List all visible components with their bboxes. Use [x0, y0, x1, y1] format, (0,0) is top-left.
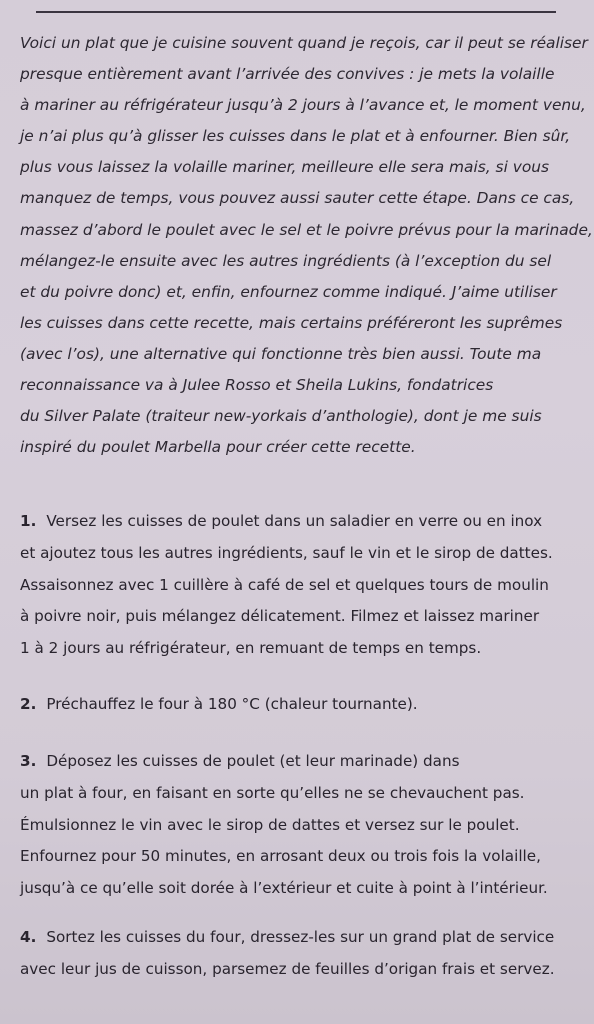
step-2 — [20, 689, 418, 721]
step-line: et ajoutez tous les autres ingrédients, sauf le vin et le sirop de dattes. — [20, 543, 553, 562]
step-number: 3. — [20, 752, 37, 770]
intro-paragraph — [20, 28, 593, 463]
intro-line: (avec l’os), une alternative qui fonctionne très bien aussi. Toute ma — [20, 344, 542, 363]
step-line — [20, 922, 555, 954]
intro-line: plus vous laissez la volaille mariner, meilleure elle sera mais, si vous — [20, 158, 550, 177]
intro-line: reconnaissance va à Julee Rosso et Sheila Lukins, fondatrices — [20, 376, 494, 395]
step-line: Enfournez pour 50 minutes, en arrosant deux ou trois fois la volaille, — [20, 847, 541, 866]
step-line — [20, 506, 553, 538]
step-number: 1. — [20, 512, 37, 530]
step-text: Versez les cuisses de poulet dans un saladier en verre ou en inox — [46, 512, 543, 530]
step-line: 1 à 2 jours au réfrigérateur, en remuant de temps en temps. — [20, 639, 482, 658]
step-text: Sortez les cuisses du four, dressez-les sur un grand plat de service — [46, 928, 555, 946]
step-1 — [20, 506, 553, 665]
step-line: avec leur jus de cuisson, parsemez de feuilles d’origan frais et servez. — [20, 959, 555, 978]
intro-line: du Silver Palate (traiteur new-yorkais d’anthologie), dont je me suis — [20, 407, 542, 426]
top-divider — [36, 11, 556, 13]
intro-line: les cuisses dans cette recette, mais certains préféreront les suprêmes — [20, 313, 563, 332]
step-text: Préchauffez le four à 180 °C (chaleur tournante). — [46, 695, 418, 713]
intro-line: à mariner au réfrigérateur jusqu’à 2 jours à l’avance et, le moment venu, — [20, 96, 586, 115]
intro-line: et du poivre donc) et, enfin, enfournez comme indiqué. J’aime utiliser — [20, 282, 557, 301]
step-4 — [20, 922, 555, 986]
intro-line: massez d’abord le poulet avec le sel et le poivre prévus pour la marinade, — [20, 220, 593, 239]
intro-line: je n’ai plus qu’à glisser les cuisses dans le plat et à enfourner. Bien sûr, — [20, 127, 571, 146]
step-line — [20, 746, 548, 778]
intro-line: inspiré du poulet Marbella pour créer cette recette. — [20, 438, 416, 457]
intro-line: mélangez-le ensuite avec les autres ingrédients (à l’exception du sel — [20, 251, 552, 270]
intro-line: presque entièrement avant l’arrivée des convives : je mets la volaille — [20, 65, 555, 84]
step-line: Assaisonnez avec 1 cuillère à café de sel et quelques tours de moulin — [20, 575, 549, 594]
step-line: un plat à four, en faisant en sorte qu’elles ne se chevauchent pas. — [20, 783, 525, 802]
step-line: à poivre noir, puis mélangez délicatement. Filmez et laissez mariner — [20, 607, 540, 626]
step-line: Émulsionnez le vin avec le sirop de dattes et versez sur le poulet. — [20, 815, 520, 834]
step-text: Déposez les cuisses de poulet (et leur marinade) dans — [46, 752, 460, 770]
intro-line: Voici un plat que je cuisine souvent quand je reçois, car il peut se réaliser — [20, 34, 588, 52]
intro-line: manquez de temps, vous pouvez aussi sauter cette étape. Dans ce cas, — [20, 189, 575, 208]
step-number: 4. — [20, 928, 37, 946]
step-line: jusqu’à ce qu’elle soit dorée à l’extérieur et cuite à point à l’intérieur. — [20, 879, 548, 898]
step-line — [20, 689, 418, 721]
step-3 — [20, 746, 548, 905]
step-number: 2. — [20, 695, 37, 713]
